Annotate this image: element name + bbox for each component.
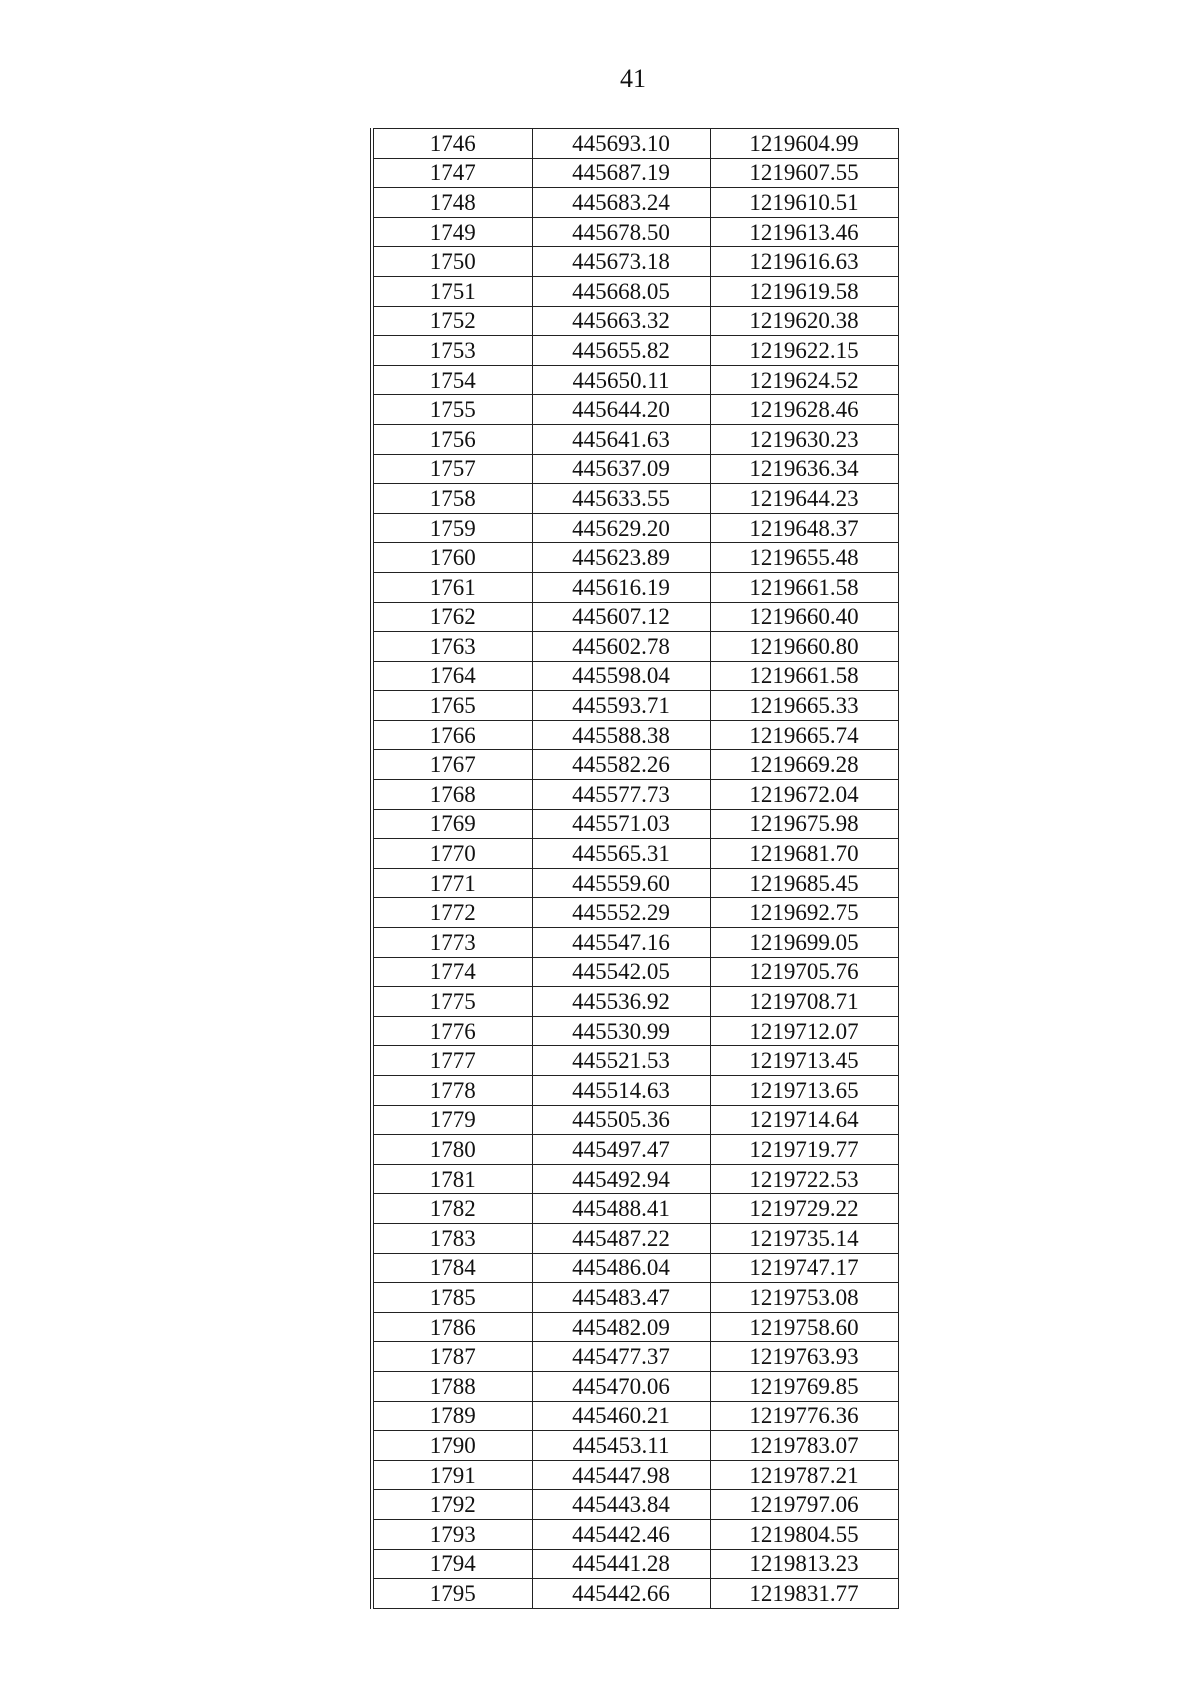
table-row <box>372 129 898 159</box>
table-row <box>372 276 898 306</box>
x-coordinate-cell: 445442.46 <box>532 1519 710 1549</box>
table-row <box>372 1312 898 1342</box>
table-row <box>372 1283 898 1313</box>
x-coordinate-cell: 445582.26 <box>532 750 710 780</box>
point-number-cell: 1769 <box>372 809 532 839</box>
point-number-cell: 1754 <box>372 365 532 395</box>
y-coordinate-cell: 1219747.17 <box>710 1253 898 1283</box>
table-row <box>372 1164 898 1194</box>
y-coordinate-cell: 1219804.55 <box>710 1519 898 1549</box>
table-row <box>372 217 898 247</box>
x-coordinate-cell: 445687.19 <box>532 158 710 188</box>
x-coordinate-cell: 445442.66 <box>532 1579 710 1609</box>
y-coordinate-cell: 1219769.85 <box>710 1371 898 1401</box>
x-coordinate-cell: 445487.22 <box>532 1223 710 1253</box>
table-row <box>372 188 898 218</box>
point-number-cell: 1777 <box>372 1046 532 1076</box>
table-row <box>372 1519 898 1549</box>
point-number-cell: 1791 <box>372 1460 532 1490</box>
y-coordinate-cell: 1219619.58 <box>710 276 898 306</box>
table-row <box>372 1105 898 1135</box>
point-number-cell: 1771 <box>372 868 532 898</box>
point-number-cell: 1786 <box>372 1312 532 1342</box>
x-coordinate-cell: 445571.03 <box>532 809 710 839</box>
point-number-cell: 1760 <box>372 543 532 573</box>
y-coordinate-cell: 1219719.77 <box>710 1135 898 1165</box>
y-coordinate-cell: 1219714.64 <box>710 1105 898 1135</box>
x-coordinate-cell: 445488.41 <box>532 1194 710 1224</box>
x-coordinate-cell: 445602.78 <box>532 632 710 662</box>
x-coordinate-cell: 445607.12 <box>532 602 710 632</box>
y-coordinate-cell: 1219712.07 <box>710 1016 898 1046</box>
point-number-cell: 1752 <box>372 306 532 336</box>
y-coordinate-cell: 1219672.04 <box>710 780 898 810</box>
table-row <box>372 691 898 721</box>
point-number-cell: 1778 <box>372 1076 532 1106</box>
x-coordinate-cell: 445453.11 <box>532 1431 710 1461</box>
y-coordinate-cell: 1219648.37 <box>710 513 898 543</box>
table-row <box>372 424 898 454</box>
table-row <box>372 868 898 898</box>
table-row <box>372 1490 898 1520</box>
y-coordinate-cell: 1219713.65 <box>710 1076 898 1106</box>
table-row <box>372 1549 898 1579</box>
x-coordinate-cell: 445637.09 <box>532 454 710 484</box>
y-coordinate-cell: 1219776.36 <box>710 1401 898 1431</box>
point-number-cell: 1753 <box>372 336 532 366</box>
y-coordinate-cell: 1219675.98 <box>710 809 898 839</box>
point-number-cell: 1764 <box>372 661 532 691</box>
x-coordinate-cell: 445547.16 <box>532 928 710 958</box>
x-coordinate-cell: 445641.63 <box>532 424 710 454</box>
table-row <box>372 1460 898 1490</box>
x-coordinate-cell: 445505.36 <box>532 1105 710 1135</box>
table-row <box>372 632 898 662</box>
table-row <box>372 839 898 869</box>
point-number-cell: 1793 <box>372 1519 532 1549</box>
point-number-cell: 1794 <box>372 1549 532 1579</box>
y-coordinate-cell: 1219831.77 <box>710 1579 898 1609</box>
table-row <box>372 750 898 780</box>
point-number-cell: 1766 <box>372 720 532 750</box>
y-coordinate-cell: 1219661.58 <box>710 661 898 691</box>
y-coordinate-cell: 1219620.38 <box>710 306 898 336</box>
table-row <box>372 957 898 987</box>
point-number-cell: 1751 <box>372 276 532 306</box>
table-row <box>372 513 898 543</box>
y-coordinate-cell: 1219607.55 <box>710 158 898 188</box>
table-row <box>372 898 898 928</box>
table-row <box>372 395 898 425</box>
table-row <box>372 1135 898 1165</box>
point-number-cell: 1792 <box>372 1490 532 1520</box>
table-row <box>372 543 898 573</box>
x-coordinate-cell: 445460.21 <box>532 1401 710 1431</box>
table-row <box>372 1401 898 1431</box>
x-coordinate-cell: 445482.09 <box>532 1312 710 1342</box>
y-coordinate-cell: 1219705.76 <box>710 957 898 987</box>
point-number-cell: 1788 <box>372 1371 532 1401</box>
table-row <box>372 484 898 514</box>
table-row <box>372 1579 898 1609</box>
point-number-cell: 1768 <box>372 780 532 810</box>
y-coordinate-cell: 1219685.45 <box>710 868 898 898</box>
x-coordinate-cell: 445616.19 <box>532 572 710 602</box>
y-coordinate-cell: 1219644.23 <box>710 484 898 514</box>
point-number-cell: 1776 <box>372 1016 532 1046</box>
x-coordinate-cell: 445470.06 <box>532 1371 710 1401</box>
y-coordinate-cell: 1219681.70 <box>710 839 898 869</box>
x-coordinate-cell: 445486.04 <box>532 1253 710 1283</box>
x-coordinate-cell: 445447.98 <box>532 1460 710 1490</box>
y-coordinate-cell: 1219610.51 <box>710 188 898 218</box>
point-number-cell: 1763 <box>372 632 532 662</box>
table-row <box>372 720 898 750</box>
point-number-cell: 1780 <box>372 1135 532 1165</box>
table-row <box>372 158 898 188</box>
point-number-cell: 1765 <box>372 691 532 721</box>
point-number-cell: 1767 <box>372 750 532 780</box>
point-number-cell: 1774 <box>372 957 532 987</box>
x-coordinate-cell: 445650.11 <box>532 365 710 395</box>
y-coordinate-cell: 1219729.22 <box>710 1194 898 1224</box>
point-number-cell: 1758 <box>372 484 532 514</box>
y-coordinate-cell: 1219622.15 <box>710 336 898 366</box>
y-coordinate-cell: 1219753.08 <box>710 1283 898 1313</box>
point-number-cell: 1772 <box>372 898 532 928</box>
y-coordinate-cell: 1219660.80 <box>710 632 898 662</box>
x-coordinate-cell: 445663.32 <box>532 306 710 336</box>
point-number-cell: 1746 <box>372 129 532 159</box>
y-coordinate-cell: 1219797.06 <box>710 1490 898 1520</box>
coordinate-table-body <box>372 129 898 1609</box>
x-coordinate-cell: 445497.47 <box>532 1135 710 1165</box>
table-row <box>372 1431 898 1461</box>
y-coordinate-cell: 1219708.71 <box>710 987 898 1017</box>
point-number-cell: 1782 <box>372 1194 532 1224</box>
y-coordinate-cell: 1219783.07 <box>710 1431 898 1461</box>
table-row <box>372 1194 898 1224</box>
table-row <box>372 454 898 484</box>
y-coordinate-cell: 1219763.93 <box>710 1342 898 1372</box>
point-number-cell: 1790 <box>372 1431 532 1461</box>
x-coordinate-cell: 445623.89 <box>532 543 710 573</box>
y-coordinate-cell: 1219660.40 <box>710 602 898 632</box>
table-row <box>372 987 898 1017</box>
table-row <box>372 928 898 958</box>
y-coordinate-cell: 1219699.05 <box>710 928 898 958</box>
x-coordinate-cell: 445483.47 <box>532 1283 710 1313</box>
point-number-cell: 1773 <box>372 928 532 958</box>
y-coordinate-cell: 1219655.48 <box>710 543 898 573</box>
y-coordinate-cell: 1219613.46 <box>710 217 898 247</box>
point-number-cell: 1749 <box>372 217 532 247</box>
point-number-cell: 1761 <box>372 572 532 602</box>
x-coordinate-cell: 445655.82 <box>532 336 710 366</box>
point-number-cell: 1759 <box>372 513 532 543</box>
page-number: 41 <box>620 64 646 93</box>
point-number-cell: 1789 <box>372 1401 532 1431</box>
y-coordinate-cell: 1219758.60 <box>710 1312 898 1342</box>
y-coordinate-cell: 1219624.52 <box>710 365 898 395</box>
point-number-cell: 1784 <box>372 1253 532 1283</box>
x-coordinate-cell: 445683.24 <box>532 188 710 218</box>
y-coordinate-cell: 1219665.33 <box>710 691 898 721</box>
y-coordinate-cell: 1219692.75 <box>710 898 898 928</box>
x-coordinate-cell: 445530.99 <box>532 1016 710 1046</box>
x-coordinate-cell: 445593.71 <box>532 691 710 721</box>
x-coordinate-cell: 445552.29 <box>532 898 710 928</box>
table-row <box>372 809 898 839</box>
table-row <box>372 247 898 277</box>
point-number-cell: 1787 <box>372 1342 532 1372</box>
y-coordinate-cell: 1219636.34 <box>710 454 898 484</box>
x-coordinate-cell: 445559.60 <box>532 868 710 898</box>
x-coordinate-cell: 445443.84 <box>532 1490 710 1520</box>
table-row <box>372 1076 898 1106</box>
table-row <box>372 1253 898 1283</box>
table-row <box>372 780 898 810</box>
table-row <box>372 1016 898 1046</box>
y-coordinate-cell: 1219813.23 <box>710 1549 898 1579</box>
x-coordinate-cell: 445441.28 <box>532 1549 710 1579</box>
point-number-cell: 1795 <box>372 1579 532 1609</box>
x-coordinate-cell: 445521.53 <box>532 1046 710 1076</box>
x-coordinate-cell: 445633.55 <box>532 484 710 514</box>
y-coordinate-cell: 1219713.45 <box>710 1046 898 1076</box>
table-row <box>372 306 898 336</box>
table-row <box>372 336 898 366</box>
point-number-cell: 1755 <box>372 395 532 425</box>
x-coordinate-cell: 445514.63 <box>532 1076 710 1106</box>
table-row <box>372 1046 898 1076</box>
point-number-cell: 1775 <box>372 987 532 1017</box>
x-coordinate-cell: 445693.10 <box>532 129 710 159</box>
point-number-cell: 1750 <box>372 247 532 277</box>
y-coordinate-cell: 1219669.28 <box>710 750 898 780</box>
y-coordinate-cell: 1219616.63 <box>710 247 898 277</box>
x-coordinate-cell: 445542.05 <box>532 957 710 987</box>
y-coordinate-cell: 1219665.74 <box>710 720 898 750</box>
x-coordinate-cell: 445673.18 <box>532 247 710 277</box>
x-coordinate-cell: 445565.31 <box>532 839 710 869</box>
table-row <box>372 1342 898 1372</box>
y-coordinate-cell: 1219722.53 <box>710 1164 898 1194</box>
x-coordinate-cell: 445668.05 <box>532 276 710 306</box>
x-coordinate-cell: 445678.50 <box>532 217 710 247</box>
x-coordinate-cell: 445598.04 <box>532 661 710 691</box>
table-row <box>372 602 898 632</box>
table-row <box>372 572 898 602</box>
point-number-cell: 1747 <box>372 158 532 188</box>
point-number-cell: 1781 <box>372 1164 532 1194</box>
x-coordinate-cell: 445536.92 <box>532 987 710 1017</box>
coordinate-table <box>370 128 899 1609</box>
x-coordinate-cell: 445629.20 <box>532 513 710 543</box>
table-row <box>372 365 898 395</box>
point-number-cell: 1757 <box>372 454 532 484</box>
y-coordinate-cell: 1219661.58 <box>710 572 898 602</box>
y-coordinate-cell: 1219735.14 <box>710 1223 898 1253</box>
point-number-cell: 1785 <box>372 1283 532 1313</box>
table-row <box>372 1223 898 1253</box>
x-coordinate-cell: 445644.20 <box>532 395 710 425</box>
point-number-cell: 1748 <box>372 188 532 218</box>
y-coordinate-cell: 1219787.21 <box>710 1460 898 1490</box>
point-number-cell: 1770 <box>372 839 532 869</box>
point-number-cell: 1779 <box>372 1105 532 1135</box>
table-row <box>372 661 898 691</box>
y-coordinate-cell: 1219630.23 <box>710 424 898 454</box>
point-number-cell: 1783 <box>372 1223 532 1253</box>
x-coordinate-cell: 445477.37 <box>532 1342 710 1372</box>
point-number-cell: 1762 <box>372 602 532 632</box>
x-coordinate-cell: 445588.38 <box>532 720 710 750</box>
point-number-cell: 1756 <box>372 424 532 454</box>
y-coordinate-cell: 1219604.99 <box>710 129 898 159</box>
x-coordinate-cell: 445492.94 <box>532 1164 710 1194</box>
y-coordinate-cell: 1219628.46 <box>710 395 898 425</box>
x-coordinate-cell: 445577.73 <box>532 780 710 810</box>
table-row <box>372 1371 898 1401</box>
